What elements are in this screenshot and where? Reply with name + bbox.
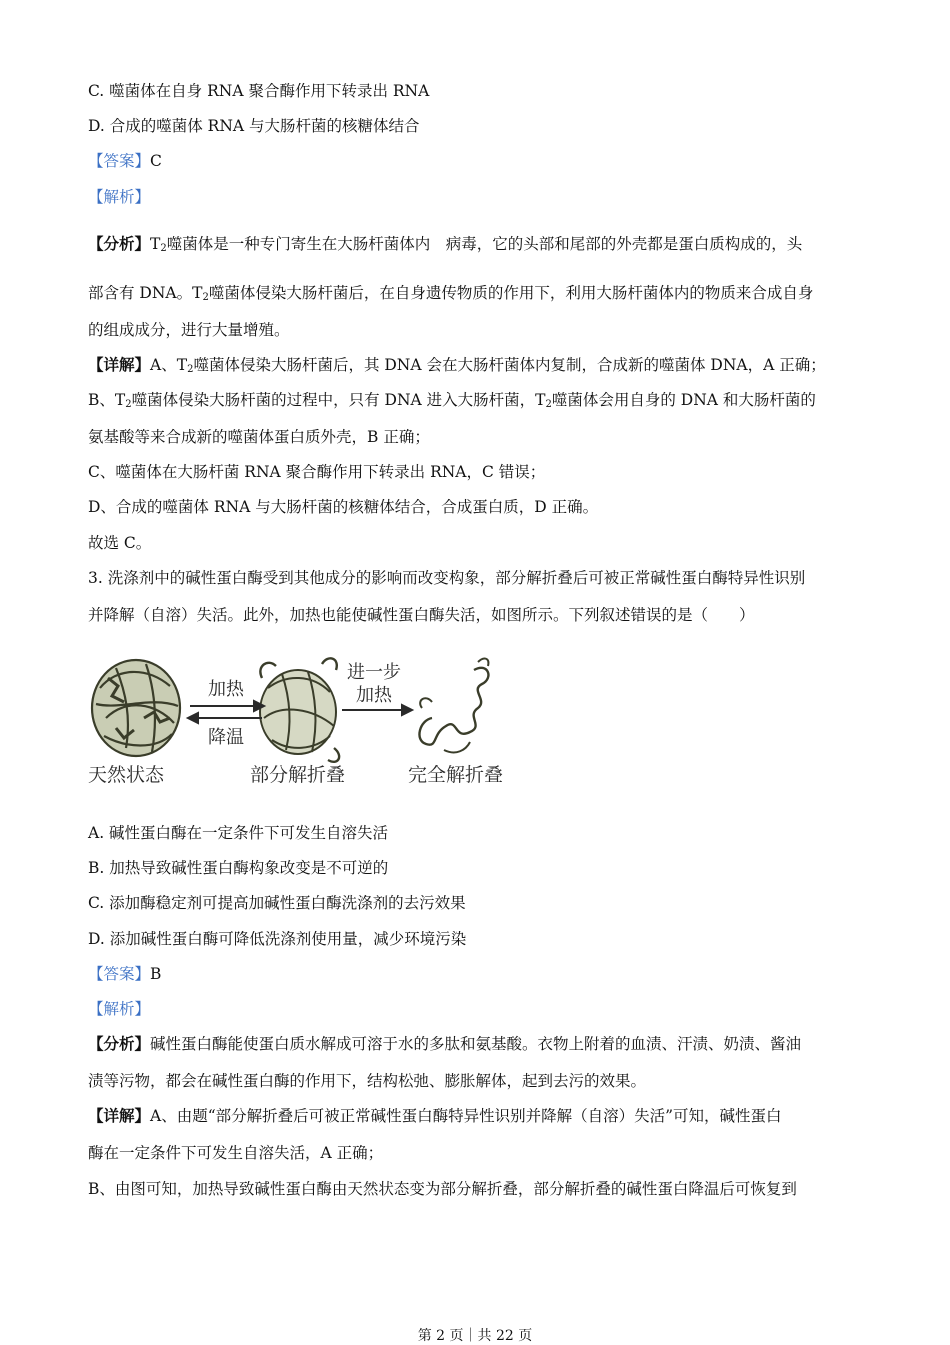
state-native-label: 天然状态 <box>88 764 165 786</box>
answer-value: B <box>150 965 162 983</box>
q2-answer <box>88 151 162 171</box>
arrow1-bottom-label: 降温 <box>208 727 244 748</box>
q2-conclusion: 故选 C。 <box>88 534 152 552</box>
q3-detail-line-1 <box>88 1106 782 1126</box>
arrow1-top-label: 加热 <box>208 679 244 700</box>
q2-fenxi-line-2 <box>88 283 813 308</box>
q2-fenxi-line-3: 的组成成分，进行大量增殖。 <box>88 321 290 339</box>
text-fragment: B、T <box>88 391 126 409</box>
native-protein-icon <box>92 660 180 756</box>
q3-answer <box>88 964 161 984</box>
text-fragment: 噬菌体侵染大肠杆菌的过程中，只有 DNA 进入大肠杆菌，T <box>131 391 546 409</box>
q3-stem-line-1: 3. 洗涤剂中的碱性蛋白酶受到其他成分的影响而改变构象，部分解折叠后可被正常碱性蛋白酶特异性识别 <box>88 569 806 587</box>
subscript: 2 <box>545 399 552 410</box>
partial-unfolded-protein-icon <box>260 658 339 761</box>
q3-stem-line-2: 并降解（自溶）失活。此外，加热也能使碱性蛋白酶失活，如图所示。下列叙述错误的是（ ） <box>88 606 755 624</box>
text-fragment: 噬菌体会用自身的 DNA 和大肠杆菌的 <box>551 391 816 409</box>
q3-detail-line-2: 酶在一定条件下可发生自溶失活，A 正确； <box>88 1144 384 1162</box>
arrow2-label-line2: 加热 <box>356 685 392 706</box>
q3-option-b: B. 加热导致碱性蛋白酶构象改变是不可逆的 <box>88 859 389 877</box>
text-fragment: 碱性蛋白酶能使蛋白质水解成可溶于水的多肽和氨基酸。衣物上附着的血渍、汗渍、奶渍、酱油 <box>150 1035 802 1053</box>
text-fragment: 噬菌体是一种专门寄生在大肠杆菌体内 病毒，它的头部和尾部的外壳都是蛋白质构成的，头 <box>166 235 803 253</box>
q2-detail-line-4: C、噬菌体在大肠杆菌 RNA 聚合酶作用下转录出 RNA，C 错误； <box>88 463 546 481</box>
q3-option-c: C. 添加酶稳定剂可提高加碱性蛋白酶洗涤剂的去污效果 <box>88 894 466 912</box>
text-fragment: A、T <box>150 356 188 374</box>
q2-detail-line-1 <box>88 355 826 380</box>
q2-detail-line-2 <box>88 390 816 415</box>
text-fragment: 噬菌体侵染大肠杆菌后，其 DNA 会在大肠杆菌体内复制，合成新的噬菌体 DNA，A 正确； <box>193 356 826 374</box>
fully-unfolded-protein-icon <box>419 659 488 753</box>
xiangjie-label: 【详解】 <box>88 355 151 374</box>
subscript: 2 <box>187 364 194 375</box>
page-footer: 第 2 页｜共 22 页 <box>417 1328 533 1344</box>
q2-detail-line-3: 氨基酸等来合成新的噬菌体蛋白质外壳，B 正确； <box>88 428 430 446</box>
q3-option-d: D. 添加碱性蛋白酶可降低洗涤剂使用量，减少环境污染 <box>88 930 467 948</box>
answer-label: 【答案】 <box>88 152 151 170</box>
q2-detail-line-5: D、合成的噬菌体 RNA 与大肠杆菌的核糖体结合，合成蛋白质，D 正确。 <box>88 498 599 516</box>
text-fragment: T <box>150 235 161 253</box>
protein-unfolding-figure <box>86 648 512 806</box>
subscript: 2 <box>160 243 167 254</box>
text-fragment: A、由题“部分解折叠后可被正常碱性蛋白酶特异性识别并降解（自溶）失活”可知，碱性蛋白 <box>150 1107 782 1125</box>
q3-fenxi-line-2: 渍等污物，都会在碱性蛋白酶的作用下，结构松弛、膨胀解体，起到去污的效果。 <box>88 1072 647 1090</box>
subscript: 2 <box>125 399 132 410</box>
q3-option-a: A. 碱性蛋白酶在一定条件下可发生自溶失活 <box>88 824 389 842</box>
answer-value: C <box>150 152 162 170</box>
q3-detail-line-3: B、由图可知，加热导致碱性蛋白酶由天然状态变为部分解折叠，部分解折叠的碱性蛋白降温后可恢复到 <box>88 1180 797 1198</box>
answer-label: 【答案】 <box>88 965 151 983</box>
q2-analysis-label: 【解析】 <box>88 188 151 206</box>
text-fragment: 噬菌体侵染大肠杆菌后，在自身遗传物质的作用下，利用大肠杆菌体内的物质来合成自身 <box>208 284 814 302</box>
q2-option-c: C. 噬菌体在自身 RNA 聚合酶作用下转录出 RNA <box>88 82 430 100</box>
q2-fenxi-line-1 <box>88 234 802 259</box>
text-fragment: 部含有 DNA。T <box>88 284 203 302</box>
fenxi-label: 【分析】 <box>88 234 151 253</box>
state-full-label: 完全解折叠 <box>408 764 504 786</box>
q3-analysis-label: 【解析】 <box>88 1000 151 1018</box>
fenxi-label: 【分析】 <box>88 1034 151 1053</box>
subscript: 2 <box>202 292 209 303</box>
q3-fenxi-line-1 <box>88 1034 801 1054</box>
xiangjie-label: 【详解】 <box>88 1106 151 1125</box>
arrow2-label-line1: 进一步 <box>347 662 401 683</box>
state-partial-label: 部分解折叠 <box>250 764 346 786</box>
q2-option-d: D. 合成的噬菌体 RNA 与大肠杆菌的核糖体结合 <box>88 117 420 135</box>
